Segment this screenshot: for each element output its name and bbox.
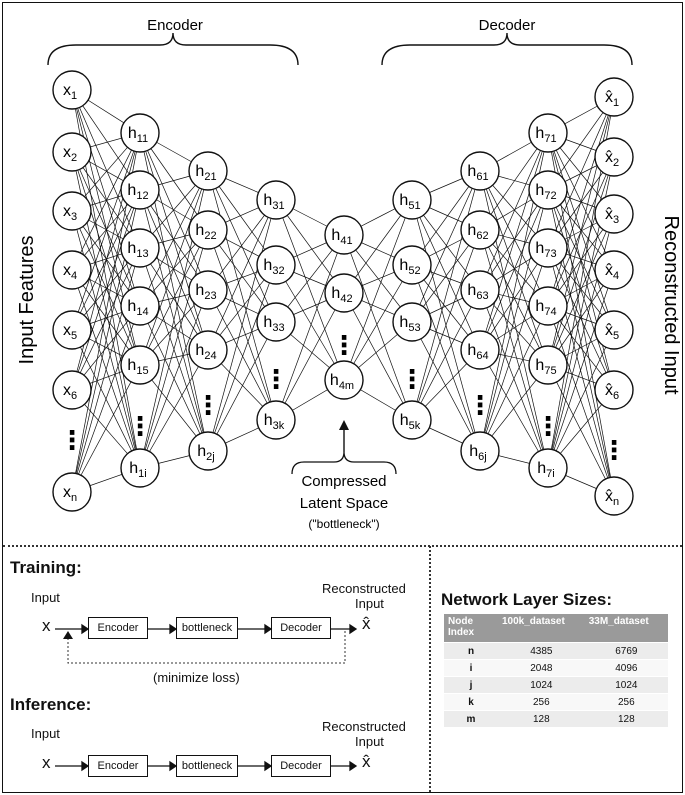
neuron-label: $h_{5k}$ bbox=[399, 412, 421, 432]
table-header-node-index: Node Index bbox=[444, 614, 498, 643]
table-cell: 4096 bbox=[585, 660, 668, 677]
training-input-label: Input bbox=[31, 590, 60, 605]
neuron-label: $h_{12}$ bbox=[127, 182, 149, 202]
neuron-label: $x_n$ bbox=[62, 484, 78, 504]
inference-reconstructed-label-line1: Reconstructed bbox=[322, 719, 406, 734]
inference-x-symbol: x bbox=[42, 753, 51, 772]
table-cell: 1024 bbox=[585, 677, 668, 694]
network-nodes bbox=[53, 71, 633, 515]
layer-sizes-title: Network Layer Sizes: bbox=[441, 590, 613, 609]
training-x-symbol: x bbox=[42, 616, 51, 635]
neuron-label: $h_{7i}$ bbox=[537, 460, 555, 480]
neuron-label: $x_5$ bbox=[62, 322, 78, 342]
neuron-label: $h_{31}$ bbox=[263, 192, 285, 212]
table-row bbox=[444, 643, 668, 660]
table-header-row bbox=[444, 614, 668, 643]
training-title: Training: bbox=[10, 558, 82, 577]
ellipsis-indicator: ⋮ bbox=[535, 412, 561, 442]
neuron-label: $h_{4m}$ bbox=[329, 372, 355, 392]
ellipsis-indicator: ⋮ bbox=[399, 365, 425, 395]
ellipsis-indicator: ⋮ bbox=[127, 412, 153, 442]
neuron-label: $h_{64}$ bbox=[467, 342, 489, 362]
neuron-label: $h_{33}$ bbox=[263, 314, 285, 334]
neuron-label: $h_{3k}$ bbox=[263, 412, 285, 432]
inference-bottleneck-box: bottleneck bbox=[176, 755, 238, 777]
neuron-label: $h_{11}$ bbox=[127, 125, 149, 145]
inference-flow-arrows bbox=[0, 545, 430, 795]
neuron-label: $x̂_2$ bbox=[604, 149, 620, 169]
neuron-label: $x_2$ bbox=[62, 144, 78, 164]
table-cell: 4385 bbox=[498, 643, 585, 660]
neuron-label: $x̂_n$ bbox=[604, 488, 620, 508]
table-cell: m bbox=[444, 711, 498, 728]
neuron-label: $h_{2j}$ bbox=[197, 443, 215, 463]
training-reconstructed-label-line2: Input bbox=[355, 596, 384, 611]
neuron-label: $h_{6j}$ bbox=[469, 443, 487, 463]
encoder-brace bbox=[48, 33, 298, 65]
bottleneck-bracket bbox=[292, 452, 396, 474]
neuron-label: $h_{53}$ bbox=[399, 314, 421, 334]
encoder-label: Encoder bbox=[147, 17, 203, 34]
ellipsis-indicator: ⋮ bbox=[59, 426, 85, 456]
table-cell: 1024 bbox=[498, 677, 585, 694]
table-cell: n bbox=[444, 643, 498, 660]
ellipsis-indicator: ⋮ bbox=[601, 436, 627, 466]
table-cell: 2048 bbox=[498, 660, 585, 677]
neuron-label: $h_{1i}$ bbox=[129, 460, 147, 480]
training-decoder-box: Decoder bbox=[271, 617, 331, 639]
neuron-label: $h_{32}$ bbox=[263, 257, 285, 277]
neuron-label: $h_{71}$ bbox=[535, 125, 557, 145]
neuron-label: $h_{62}$ bbox=[467, 222, 489, 242]
neuron-label: $h_{21}$ bbox=[195, 163, 217, 183]
decoder-label: Decoder bbox=[478, 17, 536, 34]
training-loss-label: (minimize loss) bbox=[153, 670, 240, 685]
neuron-label: $h_{14}$ bbox=[127, 298, 149, 318]
ellipsis-indicator: ⋮ bbox=[331, 331, 357, 361]
inference-reconstructed-label-line2: Input bbox=[355, 734, 384, 749]
neuron-label: $x̂_3$ bbox=[604, 206, 620, 226]
inference-encoder-box: Encoder bbox=[88, 755, 148, 777]
neuron-label: $h_{15}$ bbox=[127, 357, 149, 377]
neuron-label: $h_{72}$ bbox=[535, 182, 557, 202]
neuron-label: $x_1$ bbox=[62, 82, 78, 102]
training-reconstructed-label-line1: Reconstructed bbox=[322, 581, 406, 596]
table-cell: j bbox=[444, 677, 498, 694]
neuron-label: $h_{23}$ bbox=[195, 282, 217, 302]
neuron-label: $h_{41}$ bbox=[331, 227, 353, 247]
neuron-label: $x_4$ bbox=[62, 262, 78, 282]
inference-decoder-box: Decoder bbox=[271, 755, 331, 777]
bottleneck-arrowhead bbox=[339, 420, 349, 430]
inference-title: Inference: bbox=[10, 695, 92, 714]
table-cell: 128 bbox=[585, 711, 668, 728]
neuron-label: $h_{63}$ bbox=[467, 282, 489, 302]
table-cell: 128 bbox=[498, 711, 585, 728]
training-bottleneck-box: bottleneck bbox=[176, 617, 238, 639]
neuron-label: $h_{22}$ bbox=[195, 222, 217, 242]
neuron-label: $x_3$ bbox=[62, 203, 78, 223]
table-row bbox=[444, 694, 668, 711]
layer-sizes-table bbox=[444, 614, 668, 727]
neuron-label: $x̂_4$ bbox=[604, 262, 620, 282]
neuron-label: $x̂_1$ bbox=[604, 89, 620, 109]
neuron-label: $h_{73}$ bbox=[535, 240, 557, 260]
neuron-label: $h_{13}$ bbox=[127, 240, 149, 260]
table-row bbox=[444, 711, 668, 728]
table-cell: 6769 bbox=[585, 643, 668, 660]
ellipsis-indicator: ⋮ bbox=[467, 391, 493, 421]
bottleneck-caption-line1: Compressed bbox=[301, 473, 387, 490]
bottleneck-caption-line2: Latent Space bbox=[299, 495, 389, 512]
table-cell: i bbox=[444, 660, 498, 677]
reconstructed-input-label: Reconstructed Input bbox=[660, 215, 682, 395]
bottleneck-caption-line3: ("bottleneck") bbox=[308, 517, 380, 531]
neuron-label: $x̂_5$ bbox=[604, 322, 620, 342]
neuron-label: $h_{42}$ bbox=[331, 285, 353, 305]
neuron-label: $h_{52}$ bbox=[399, 257, 421, 277]
neuron-label: $h_{24}$ bbox=[195, 342, 217, 362]
input-features-label: Input Features bbox=[16, 235, 38, 365]
decoder-brace bbox=[382, 33, 632, 65]
table-row bbox=[444, 677, 668, 694]
training-encoder-box: Encoder bbox=[88, 617, 148, 639]
ellipsis-indicator: ⋮ bbox=[195, 391, 221, 421]
table-header-100k: 100k_dataset bbox=[498, 614, 585, 643]
inference-input-label: Input bbox=[31, 726, 60, 741]
neuron-label: $h_{75}$ bbox=[535, 357, 557, 377]
table-cell: k bbox=[444, 694, 498, 711]
table-row bbox=[444, 660, 668, 677]
inference-xhat-symbol: x̂ bbox=[362, 752, 371, 771]
table-cell: 256 bbox=[498, 694, 585, 711]
neuron-label: $h_{51}$ bbox=[399, 192, 421, 212]
neuron-label: $h_{61}$ bbox=[467, 163, 489, 183]
ellipsis-indicator: ⋮ bbox=[263, 365, 289, 395]
table-cell: 256 bbox=[585, 694, 668, 711]
neuron-label: $h_{74}$ bbox=[535, 298, 557, 318]
training-xhat-symbol: x̂ bbox=[362, 614, 371, 633]
neuron-label: $x̂_6$ bbox=[604, 382, 620, 402]
neuron-label: $x_6$ bbox=[62, 382, 78, 402]
table-header-33m: 33M_dataset bbox=[585, 614, 668, 643]
